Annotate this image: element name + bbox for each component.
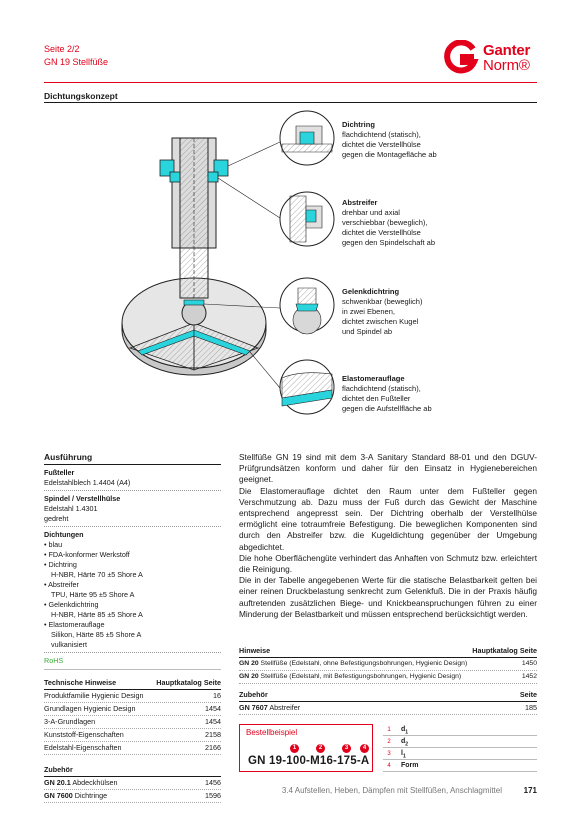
- spindel-material: Edelstahl 1.4301: [44, 504, 98, 513]
- dichtungen-line: • Dichtring: [44, 560, 77, 569]
- row-label: 3-A-Grundlagen: [44, 717, 96, 726]
- rohs-badge: RoHS: [44, 653, 221, 670]
- row-label: Produktfamilie Hygienic Design: [44, 691, 144, 700]
- row-code: GN 20.1: [44, 778, 71, 787]
- callout-line: drehbar und axial: [342, 208, 400, 217]
- dichtungen-line: • blau: [44, 540, 63, 549]
- callout-line: flachdichtend (statisch),: [342, 384, 421, 393]
- callout-line: dichtet die Verstellhülse: [342, 228, 421, 237]
- leveling-foot-cross-section-diagram: [110, 108, 340, 443]
- legend-number: 1: [387, 727, 391, 733]
- table-row[interactable]: [44, 716, 221, 729]
- dichtungen-line: H-NBR, Härte 85 ±5 Shore A: [51, 610, 143, 619]
- references-title: Hinweise: [239, 646, 271, 655]
- dichtungen-line: • FDA-konformer Werkstoff: [44, 550, 130, 559]
- order-code: GN 19-100-M16-175-A: [248, 755, 370, 767]
- table-row[interactable]: [44, 703, 221, 716]
- table-row[interactable]: [44, 790, 221, 803]
- spindel-block: [44, 491, 221, 527]
- row-label: Grundlagen Hygienic Design: [44, 704, 136, 713]
- row-page: 1454: [205, 717, 221, 726]
- row-label: Abdeckhülsen: [72, 778, 118, 787]
- callout-line: flachdichtend (statisch),: [342, 130, 421, 139]
- legend-row: [383, 724, 537, 736]
- tech-notes-header: [44, 670, 221, 690]
- paragraph: Die Elastomerauflage dichtet den Raum unter dem Fußteller gegen Verschmutzung ab. Dazu muss der Fuß durch das Gewicht der Maschine entsprechend angepresst sein. Der Dichtring oberhalb der Verstellhülse ermöglicht eine totraumfreie Befestigung. Die beweglichen Komponenten sind durch den Abstreifer bzw. die Kugeldichtung gegenüber der Umgebung abgedichtet.: [239, 485, 537, 552]
- dichtungen-line: TPU, Härte 95 ±5 Shore A: [51, 590, 135, 599]
- callout-title: Dichtring: [342, 120, 375, 129]
- row-label: Edelstahl-Eigenschaften: [44, 743, 122, 752]
- callout-gelenkdichtring: [342, 287, 522, 337]
- table-row[interactable]: [44, 777, 221, 790]
- table-row[interactable]: [239, 658, 537, 671]
- order-example: [239, 724, 537, 772]
- row-code: GN 20: [239, 660, 259, 667]
- callout-abstreifer: [342, 198, 522, 248]
- callout-line: und Spindel ab: [342, 327, 393, 336]
- fussteller-material: Edelstahlblech 1.4404 (A4): [44, 478, 131, 487]
- section-title: Dichtungskonzept: [44, 91, 118, 101]
- header-divider: [44, 82, 537, 83]
- dichtungen-line: vulkanisiert: [51, 640, 87, 649]
- callout-line: gegen die Montagefläche ab: [342, 150, 437, 159]
- callout-title: Abstreifer: [342, 198, 378, 207]
- dichtungen-heading: Dichtungen: [44, 530, 84, 539]
- legend-row: [383, 736, 537, 748]
- row-page: 1452: [521, 673, 537, 680]
- dichtungen-block: [44, 527, 221, 653]
- legend-label: d: [401, 738, 406, 745]
- row-page: 2166: [205, 743, 221, 752]
- page-header-info: [44, 43, 108, 69]
- badge-2: 2: [316, 744, 325, 753]
- legend-sub: 1: [402, 753, 406, 760]
- product-label: GN 19 Stellfüße: [44, 57, 109, 67]
- joint-seal: [184, 300, 204, 305]
- row-label: Kunststoff-Eigenschaften: [44, 730, 124, 739]
- detail-wiper: [280, 192, 334, 246]
- table-row[interactable]: [44, 690, 221, 703]
- logo-text-ganter: Ganter: [483, 42, 531, 59]
- logo-text-norm: Norm®: [483, 57, 530, 74]
- callout-elastomerauflage: [342, 374, 522, 414]
- callout-line: schwenkbar (beweglich): [342, 297, 423, 306]
- table-row[interactable]: [239, 702, 537, 715]
- callout-line: gegen die Aufstellfläche ab: [342, 404, 432, 413]
- accessories-title: Zubehör: [239, 690, 268, 699]
- ganter-g-icon: [443, 40, 479, 74]
- callout-line: dichtet zwischen Kugel: [342, 317, 419, 326]
- legend-number: 2: [387, 739, 391, 745]
- footer-page-number: 171: [523, 786, 537, 795]
- paragraph: Die hohe Oberflächengüte verhindert das Anhaften von Schmutz bzw. erleichtert die Reinigung.: [239, 552, 537, 575]
- tech-notes-title: Technische Hinweise: [44, 678, 117, 687]
- legend-row: [383, 760, 537, 772]
- section-divider: [44, 102, 537, 103]
- row-code: GN 7600: [44, 791, 73, 800]
- callout-line: verschiebbar (beweglich),: [342, 218, 428, 227]
- legend-label: d: [401, 726, 406, 733]
- row-label: Stellfüße (Edelstahl, ohne Befestigungsbohrungen, Hygienic Design): [260, 660, 468, 667]
- references-page-header: Hauptkatalog Seite: [472, 646, 537, 655]
- ganter-norm-logo: [443, 40, 543, 74]
- wiper: [170, 172, 180, 182]
- description-text: [239, 452, 537, 620]
- legend-sub: 1: [405, 729, 409, 736]
- badge-4: 4: [360, 744, 369, 753]
- dichtungen-line: • Gelenkdichtring: [44, 600, 99, 609]
- accessories-page-header: Seite: [519, 690, 537, 699]
- row-page: 1456: [205, 778, 221, 787]
- row-label: Dichtringe: [74, 791, 108, 800]
- detail-joint-seal: [280, 278, 334, 334]
- row-page: 16: [213, 691, 221, 700]
- references-table: [239, 646, 537, 684]
- row-page: 1454: [205, 704, 221, 713]
- detail-elastomer-pad: [280, 360, 334, 414]
- row-code: GN 20: [239, 673, 259, 680]
- table-row[interactable]: [44, 742, 221, 755]
- legend-number: 3: [387, 751, 391, 757]
- row-page: 1450: [521, 660, 537, 667]
- spindel-process: gedreht: [44, 514, 69, 523]
- legend-label: Form: [401, 762, 419, 769]
- paragraph: Stellfüße GN 19 sind mit dem 3-A Sanitary Standard 88-01 und den DGUV-Prüfgrundsätzen konform und daher für den Einsatz in Hygienebereichen geeignet.: [239, 452, 537, 485]
- row-code: GN 7607: [239, 703, 268, 712]
- badge-3: 3: [342, 744, 351, 753]
- footer-chapter-path: 3.4 Aufstellen, Heben, Dämpfen mit Stellfüßen, Anschlagmittel: [281, 786, 502, 795]
- dichtungen-line: Silikon, Härte 85 ±5 Shore A: [51, 630, 142, 639]
- order-example-box: [239, 724, 373, 772]
- page-number-label: Seite 2/2: [44, 44, 80, 54]
- dichtungen-line: H-NBR, Härte 70 ±5 Shore A: [51, 570, 143, 579]
- detail-seal-ring: [280, 111, 334, 165]
- callout-line: dichtet die Verstellhülse: [342, 140, 421, 149]
- callout-line: in zwei Ebenen,: [342, 307, 395, 316]
- table-row[interactable]: [239, 671, 537, 684]
- order-example-label: Bestellbeispiel: [246, 728, 298, 737]
- order-legend: [383, 724, 537, 772]
- callout-line: dichtet den Fußteller: [342, 394, 411, 403]
- fussteller-heading: Fußteller: [44, 468, 75, 477]
- spindel-heading: Spindel / Verstellhülse: [44, 494, 121, 503]
- row-label: Abstreifer: [269, 703, 301, 712]
- row-label: Stellfüße (Edelstahl, mit Befestigungsbohrungen, Hygienic Design): [260, 673, 462, 680]
- ausfuehrung-panel: [44, 452, 221, 803]
- paragraph: Die in der Tabelle angegebenen Werte für die statische Belastbarkeit gelten bei einer reinen Druckbelastung senkrecht zum Gelenkfuß. Die in der Praxis häufig auftretenden zusätzlichen Biege- und Knickbeanspruchungen führen zu einer Minderung der Belastbarkeit und müssen entsprechend berücksichtigt werden.: [239, 575, 537, 619]
- tech-notes-page-header: Hauptkatalog Seite: [156, 678, 221, 687]
- callout-title: Elastomerauflage: [342, 374, 405, 383]
- legend-label: l: [401, 750, 403, 757]
- callout-line: gegen den Spindelschaft ab: [342, 238, 435, 247]
- fussteller-block: [44, 465, 221, 491]
- legend-number: 4: [387, 763, 391, 769]
- accessories-header: [239, 690, 537, 702]
- row-page: 185: [525, 703, 537, 712]
- ausfuehrung-title: Ausführung: [44, 452, 221, 465]
- accessories-heading: Zubehör: [44, 755, 221, 777]
- callout-title: Gelenkdichtring: [342, 287, 400, 296]
- badge-1: 1: [290, 744, 299, 753]
- legend-row: [383, 748, 537, 760]
- legend-sub: 2: [405, 741, 409, 748]
- dichtungen-line: • Elastomerauflage: [44, 620, 105, 629]
- row-page: 1596: [205, 791, 221, 800]
- row-page: 2158: [205, 730, 221, 739]
- dichtungen-line: • Abstreifer: [44, 580, 79, 589]
- table-row[interactable]: [44, 729, 221, 742]
- callout-dichtring: [342, 120, 522, 160]
- references-header: [239, 646, 537, 658]
- accessories-table: [239, 690, 537, 715]
